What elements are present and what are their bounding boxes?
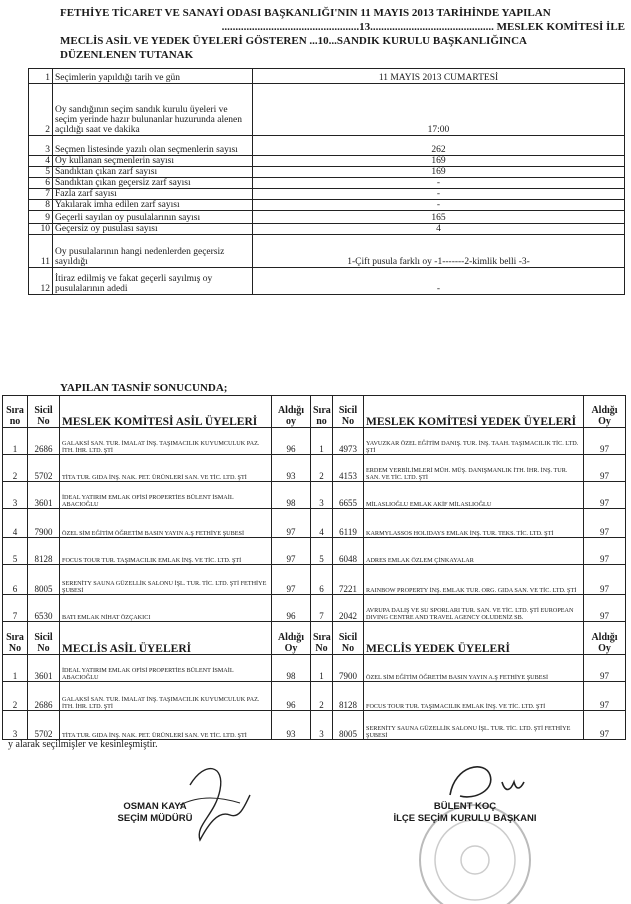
council-h-sicil: Sicil No	[28, 622, 60, 655]
committee-row-sicil2: 6655	[333, 482, 364, 509]
committee-h-yedek: MESLEK KOMİTESİ YEDEK ÜYELERİ	[364, 396, 584, 428]
left-signature-block	[90, 801, 220, 825]
info-row-no: 1	[29, 69, 53, 84]
committee-h-sira: Sıra no	[3, 396, 28, 428]
right-signer-name: BÜLENT KOÇ	[433, 801, 497, 812]
info-row-label: Oy pusulalarının hangi nedenlerden geçersiz sayıldığı	[53, 235, 253, 268]
council-row-name: GALAKSİ SAN. TUR. İMALAT İNŞ. TAŞIMACILIK KUYUMCULUK PAZ. İTH. İHR. LTD. ŞTİ	[60, 682, 272, 711]
committee-row-no2: 3	[311, 482, 333, 509]
info-row-value: -	[253, 268, 625, 295]
info-row-no: 8	[29, 200, 53, 211]
committee-row-no: 7	[3, 595, 28, 622]
committee-row	[3, 565, 626, 595]
council-row-sicil: 3601	[28, 655, 60, 682]
committee-row-no2: 6	[311, 565, 333, 595]
header-line-4: DÜZENLENEN TUTANAK	[60, 49, 194, 61]
info-row-value: 17:00	[253, 84, 625, 136]
info-row	[29, 69, 625, 84]
info-row-no: 5	[29, 167, 53, 178]
committee-row-sicil: 6530	[28, 595, 60, 622]
info-row-value: 169	[253, 167, 625, 178]
committee-row-oy: 97	[272, 509, 311, 538]
committee-row-sicil: 7900	[28, 509, 60, 538]
committee-row-name2: KARMYLASSOS HOLIDAYS EMLAK İNŞ. TUR. TEKS. TİC. LTD. ŞTİ	[364, 509, 584, 538]
info-row-no: 10	[29, 224, 53, 235]
committee-h-sira2: Sıra no	[311, 396, 333, 428]
council-row	[3, 711, 626, 740]
council-row-name2: SERENİTY SAUNA GÜZELLİK SALONU İŞL. TUR. TİC. LTD. ŞTİ FETHİYE ŞUBESİ	[364, 711, 584, 740]
footer-text: y alarak seçilmişler ve kesinleşmiştir.	[8, 739, 158, 750]
council-row-sicil: 5702	[28, 711, 60, 740]
committee-row-name: BATI EMLAK NİHAT ÖZÇAKICI	[60, 595, 272, 622]
committee-row-name2: MİLASLIOĞLU EMLAK AKİF MİLASLIOĞLU	[364, 482, 584, 509]
committee-row-name2: YAVUZKAR ÖZEL EĞİTİM DANIŞ. TUR. İNŞ. TAAH. TAŞIMACILIK TİC. LTD. ŞTİ	[364, 428, 584, 455]
info-row-value: 11 MAYIS 2013 CUMARTESİ	[253, 69, 625, 84]
info-row-value: 165	[253, 211, 625, 224]
info-row-no: 4	[29, 156, 53, 167]
committee-row-no2: 2	[311, 455, 333, 482]
info-row	[29, 136, 625, 156]
info-row-label: Geçersiz oy pusulası sayısı	[53, 224, 253, 235]
header-line-3: MECLİS ASİL VE YEDEK ÜYELERİ GÖSTEREN ...10...SANDIK KURULU BAŞKANLIĞINCA	[60, 35, 527, 47]
committee-row-sicil2: 7221	[333, 565, 364, 595]
committee-row-name: GALAKSİ SAN. TUR. İMALAT İNŞ. TAŞIMACILIK KUYUMCULUK PAZ. İTH. İHR. LTD. ŞTİ	[60, 428, 272, 455]
committee-row-no2: 5	[311, 538, 333, 565]
council-row-oy: 93	[272, 711, 311, 740]
committee-row-name2: RAINBOW PROPERTY İNŞ. EMLAK TUR. ORG. GIDA SAN. VE TİC. LTD. ŞTİ	[364, 565, 584, 595]
right-signature-block	[380, 801, 550, 825]
committee-row-name2: ERDEM YERBİLİMLERİ MÜH. MÜŞ. DANIŞMANLIK İTH. İHR. İNŞ. TUR. SAN. VE TİC. LTD. ŞTİ	[364, 455, 584, 482]
committee-row-sicil2: 2042	[333, 595, 364, 622]
committee-row-no: 1	[3, 428, 28, 455]
info-row-value: 4	[253, 224, 625, 235]
committee-row-no: 5	[3, 538, 28, 565]
info-row	[29, 268, 625, 295]
info-row	[29, 167, 625, 178]
committee-row-name: ÖZEL SİM EĞİTİM ÖĞRETİM BASIN YAYIN A.Ş FETHİYE ŞUBESİ	[60, 509, 272, 538]
info-row	[29, 84, 625, 136]
info-row-value: -	[253, 200, 625, 211]
committee-row	[3, 455, 626, 482]
document-header	[60, 6, 625, 62]
info-row-no: 12	[29, 268, 53, 295]
info-row-label: Geçerli sayılan oy pusulalarının sayısı	[53, 211, 253, 224]
info-row-value: -	[253, 178, 625, 189]
header-line-1: FETHİYE TİCARET VE SANAYİ ODASI BAŞKANLIĞI'NIN 11 MAYIS 2013 TARİHİNDE YAPILAN	[60, 7, 551, 19]
info-row	[29, 224, 625, 235]
info-table	[28, 68, 625, 295]
info-row	[29, 189, 625, 200]
committee-row-oy2: 97	[584, 595, 626, 622]
council-row-sicil2: 8005	[333, 711, 364, 740]
committee-row-oy: 98	[272, 482, 311, 509]
committee-h-aldigi: Aldığı oy	[272, 396, 311, 428]
committee-row	[3, 538, 626, 565]
info-row-label: Seçimlerin yapıldığı tarih ve gün	[53, 69, 253, 84]
committee-row-oy2: 97	[584, 428, 626, 455]
council-row-no: 2	[3, 682, 28, 711]
info-row-no: 6	[29, 178, 53, 189]
info-row-label: Fazla zarf sayısı	[53, 189, 253, 200]
council-row-oy2: 97	[584, 655, 626, 682]
committee-row-no: 3	[3, 482, 28, 509]
committee-row-oy: 97	[272, 538, 311, 565]
info-row-label: Oy kullanan seçmenlerin sayısı	[53, 156, 253, 167]
committee-h-aldigi2: Aldığı Oy	[584, 396, 626, 428]
council-h-sira: Sıra No	[3, 622, 28, 655]
committee-row-no: 4	[3, 509, 28, 538]
committee-h-sicil: Sicil No	[28, 396, 60, 428]
committee-row	[3, 482, 626, 509]
committee-row-no2: 4	[311, 509, 333, 538]
council-row-name: TİTA TUR. GIDA İNŞ. NAK. PET. ÜRÜNLERİ SAN. VE TİC. LTD. ŞTİ	[60, 711, 272, 740]
committee-h-sicil2: Sicil No	[333, 396, 364, 428]
left-signer-name: OSMAN KAYA	[123, 801, 187, 812]
info-row-label: Sandıktan çıkan zarf sayısı	[53, 167, 253, 178]
committee-row-oy2: 97	[584, 482, 626, 509]
info-row-no: 11	[29, 235, 53, 268]
committee-row-oy2: 97	[584, 538, 626, 565]
council-table	[2, 621, 626, 740]
committee-row-name: İDEAL YATIRIM EMLAK OFİSİ PROPERTİES BÜLENT İSMAİL ABACIOĞLU	[60, 482, 272, 509]
committee-row-sicil2: 6119	[333, 509, 364, 538]
committee-row-oy2: 97	[584, 455, 626, 482]
committee-row-sicil: 3601	[28, 482, 60, 509]
committee-row-name: FOCUS TOUR TUR. TAŞIMACILIK EMLAK İNŞ. VE TİC. LTD. ŞTİ	[60, 538, 272, 565]
committee-row-sicil: 8128	[28, 538, 60, 565]
left-signer-title: SEÇİM MÜDÜRÜ	[117, 813, 193, 824]
council-row-sicil: 2686	[28, 682, 60, 711]
committee-row-name: TİTA TUR. GIDA İNŞ. NAK. PET. ÜRÜNLERİ SAN. VE TİC. LTD. ŞTİ	[60, 455, 272, 482]
council-row-no2: 3	[311, 711, 333, 740]
info-row	[29, 156, 625, 167]
committee-row-name: SERENİTY SAUNA GÜZELLİK SALONU İŞL. TUR. TİC. LTD. ŞTİ FETHİYE ŞUBESİ	[60, 565, 272, 595]
committee-row-oy: 96	[272, 428, 311, 455]
committee-row	[3, 509, 626, 538]
committee-row-sicil: 8005	[28, 565, 60, 595]
info-row-value: -	[253, 189, 625, 200]
committee-row	[3, 595, 626, 622]
info-row-value: 169	[253, 156, 625, 167]
council-h-yedek: MECLİS YEDEK ÜYELERİ	[364, 622, 584, 655]
info-row-label: Yakılarak imha edilen zarf sayısı	[53, 200, 253, 211]
council-row-oy: 96	[272, 682, 311, 711]
right-signer-title: İLÇE SEÇİM KURULU BAŞKANI	[393, 813, 537, 824]
council-row-no: 1	[3, 655, 28, 682]
committee-row-no: 6	[3, 565, 28, 595]
info-row	[29, 178, 625, 189]
info-row-no: 7	[29, 189, 53, 200]
council-row-name2: FOCUS TOUR TUR. TAŞIMACILIK EMLAK İNŞ. VE TİC. LTD. ŞTİ	[364, 682, 584, 711]
committee-row-oy: 96	[272, 595, 311, 622]
committee-row-sicil2: 4153	[333, 455, 364, 482]
info-row-no: 2	[29, 84, 53, 136]
council-h-asil: MECLİS ASİL ÜYELERİ	[60, 622, 272, 655]
council-row-no2: 2	[311, 682, 333, 711]
committee-row-oy2: 97	[584, 509, 626, 538]
committee-row-no2: 1	[311, 428, 333, 455]
info-row-value: 262	[253, 136, 625, 156]
council-row-no: 3	[3, 711, 28, 740]
committee-row-oy2: 97	[584, 565, 626, 595]
info-row-label: Oy sandığının seçim sandık kurulu üyeleri ve seçim yerinde hazır bulunanlar huzurunda alenen açıldığı saat ve dakika	[53, 84, 253, 136]
council-row	[3, 682, 626, 711]
committee-row-no: 2	[3, 455, 28, 482]
council-h-sira2: Sıra No	[311, 622, 333, 655]
council-row-name: İDEAL YATIRIM EMLAK OFİSİ PROPERTİES BÜLENT İSMAİL ABACIOĞLU	[60, 655, 272, 682]
info-row	[29, 200, 625, 211]
committee-table	[2, 395, 626, 622]
info-row-label: Sandıktan çıkan geçersiz zarf sayısı	[53, 178, 253, 189]
committee-row	[3, 428, 626, 455]
council-h-aldigi2: Aldığı Oy	[584, 622, 626, 655]
council-row-name2: ÖZEL SİM EĞİTİM ÖĞRETİM BASIN YAYIN A.Ş FETHİYE ŞUBESİ	[364, 655, 584, 682]
committee-row-sicil: 2686	[28, 428, 60, 455]
section-title: YAPILAN TASNİF SONUCUNDA;	[60, 382, 228, 394]
committee-row-oy: 97	[272, 565, 311, 595]
council-row-sicil2: 7900	[333, 655, 364, 682]
info-row-label: Seçmen listesinde yazılı olan seçmenlerin sayısı	[53, 136, 253, 156]
committee-row-oy: 93	[272, 455, 311, 482]
info-row	[29, 211, 625, 224]
council-row-no2: 1	[311, 655, 333, 682]
committee-h-asil: MESLEK KOMİTESİ ASİL ÜYELERİ	[60, 396, 272, 428]
info-row	[29, 235, 625, 268]
committee-row-sicil2: 6048	[333, 538, 364, 565]
info-row-no: 3	[29, 136, 53, 156]
committee-row-sicil: 5702	[28, 455, 60, 482]
council-h-sicil2: Sicil No	[333, 622, 364, 655]
committee-row-no2: 7	[311, 595, 333, 622]
council-row-oy: 98	[272, 655, 311, 682]
info-row-label: İtiraz edilmiş ve fakat geçerli sayılmış oy pusulalarının adedi	[53, 268, 253, 295]
committee-row-name2: ADRES EMLAK ÖZLEM ÇİNKAYALAR	[364, 538, 584, 565]
info-row-value: 1-Çift pusula farklı oy -1-------2-kimlik belli -3-	[253, 235, 625, 268]
committee-row-sicil2: 4973	[333, 428, 364, 455]
council-row-oy2: 97	[584, 682, 626, 711]
committee-row-name2: AVRUPA DALIŞ VE SU SPORLARI TUR. SAN. VE TİC. LTD. ŞTİ EUROPEAN DIVING CENTRE AND TRAVEL AGENCY OLUDENİZ SB.	[364, 595, 584, 622]
council-h-aldigi: Aldığı Oy	[272, 622, 311, 655]
header-line-2: ..................................................13............................................. MESLEK KOMİTESİ İLE	[221, 21, 625, 33]
council-row-sicil2: 8128	[333, 682, 364, 711]
council-row	[3, 655, 626, 682]
council-row-oy2: 97	[584, 711, 626, 740]
info-row-no: 9	[29, 211, 53, 224]
